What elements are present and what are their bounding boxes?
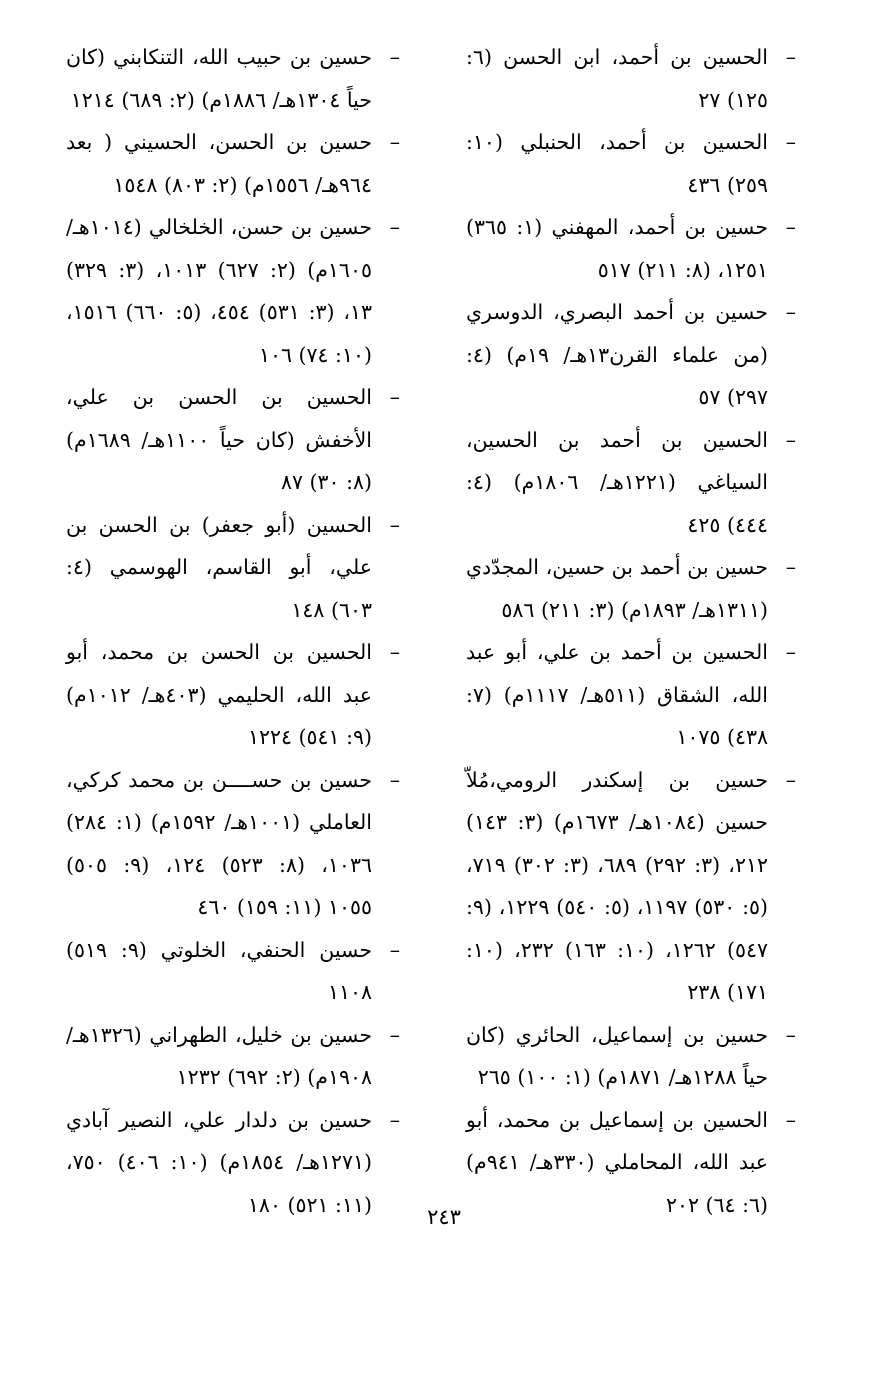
index-entry: – حسين الحنفي، الخلوتي (٩: ٥١٩) ١١٠٨ — [66, 929, 400, 1014]
index-column-left — [66, 36, 400, 1226]
index-entry: – حسين بن أحمد بن حسين، المجدّدي (١٣١١هـ/ ١٨٩٣م) (٣: ٢١١) ٥٨٦ — [466, 546, 796, 631]
index-entry: – الحسين بن الحسن بن علي، الأخفش (كان حياً ١١٠٠هـ/ ١٦٨٩م) (٨: ٣٠) ٨٧ — [66, 376, 400, 504]
index-entry: – الحسين بن أحمد بن الحسين، السياغي (١٢٢١هـ/ ١٨٠٦م) (٤: ٤٤٤) ٤٢٥ — [466, 419, 796, 547]
index-entry: – حسين بن أحمد، المهفني (١: ٣٦٥) ١٢٥١، (٨: ٢١١) ٥١٧ — [466, 206, 796, 291]
index-entry: – الحسين بن أحمد، الحنبلي (١٠: ٢٥٩) ٤٣٦ — [466, 121, 796, 206]
index-entry: – الحسين بن أحمد بن علي، أبو عبد الله، الشقاق (٥١١هـ/ ١١١٧م) (٧: ٤٣٨) ١٠٧٥ — [466, 631, 796, 759]
index-entry: – حسين بن حسن، الخلخالي (١٠١٤هـ/ ١٦٠٥م) (٢: ٦٢٧) ١٠١٣، (٣: ٣٢٩) ١٣، (٣: ٥٣١) ٤٥٤، (٥: ٦٦٠) ١٥١٦، (١٠: ٧٤) ١٠٦ — [66, 206, 400, 376]
index-entry: – حسين بن حســــن بن محمد كركي، العاملي (١٠٠١هـ/ ١٥٩٢م) (١: ٢٨٤) ١٠٣٦، (٨: ٥٢٣) ١٢٤، (٩: ٥٠٥) ١٠٥٥ (١١: ١٥٩) ٤٦٠ — [66, 759, 400, 929]
index-entry: – الحسين بن الحسن بن محمد، أبو عبد الله، الحليمي (٤٠٣هـ/ ١٠١٢م) (٩: ٥٤١) ١٢٢٤ — [66, 631, 400, 759]
index-column-right — [466, 36, 796, 1226]
index-entry: – حسين بن إسماعيل، الحائري (كان حياً ١٢٨٨هـ/ ١٨٧١م) (١: ١٠٠) ٢٦٥ — [466, 1014, 796, 1099]
index-entry: – حسين بن الحسن، الحسيني ( بعد ٩٦٤هـ/ ١٥٥٦م) (٢: ٨٠٣) ١٥٤٨ — [66, 121, 400, 206]
page-number: ٢٤٣ — [427, 1205, 461, 1229]
index-entry: – حسين بن أحمد البصري، الدوسري (من علماء القرن١٣هـ/ ١٩م) (٤: ٢٩٧) ٥٧ — [466, 291, 796, 419]
index-entry: – حسين بن خليل، الطهراني (١٣٢٦هـ/ ١٩٠٨م) (٢: ٦٩٢) ١٢٣٢ — [66, 1014, 400, 1099]
index-entry: – حسين بن إسكندر الرومي،مُلاّ حسين (١٠٨٤هـ/ ١٦٧٣م) (٣: ١٤٣) ٢١٢، (٣: ٢٩٢) ٦٨٩، (٣: ٣٠٢) ٧١٩، (٥: ٥٣٠) ١١٩٧، (٥: ٥٤٠) ١٢٢٩، (٩: ٥٤٧) ١٢٦٢، (١٠: ١٦٣) ٢٣٢، (١٠: ١٧١) ٢٣٨ — [466, 759, 796, 1014]
index-entry: – الحسين بن أحمد، ابن الحسن (٦: ١٢٥) ٢٧ — [466, 36, 796, 121]
index-entry: – الحسين بن إسماعيل بن محمد، أبو عبد الله، المحاملي (٣٣٠هـ/ ٩٤١م) (٦: ٦٤) ٢٠٢ — [466, 1099, 796, 1227]
index-entry: – الحسين (أبو جعفر) بن الحسن بن علي، أبو القاسم، الهوسمي (٤: ٦٠٣) ١٤٨ — [66, 504, 400, 632]
index-entry: – حسين بن دلدار علي، النصير آبادي (١٢٧١هـ/ ١٨٥٤م) (١٠: ٤٠٦) ٧٥٠، (١١: ٥٢١) ١٨٠ — [66, 1099, 400, 1227]
index-entry: – حسين بن حبيب الله، التنكابني (كان حياً ١٣٠٤هـ/ ١٨٨٦م) (٢: ٦٨٩) ١٢١٤ — [66, 36, 400, 121]
